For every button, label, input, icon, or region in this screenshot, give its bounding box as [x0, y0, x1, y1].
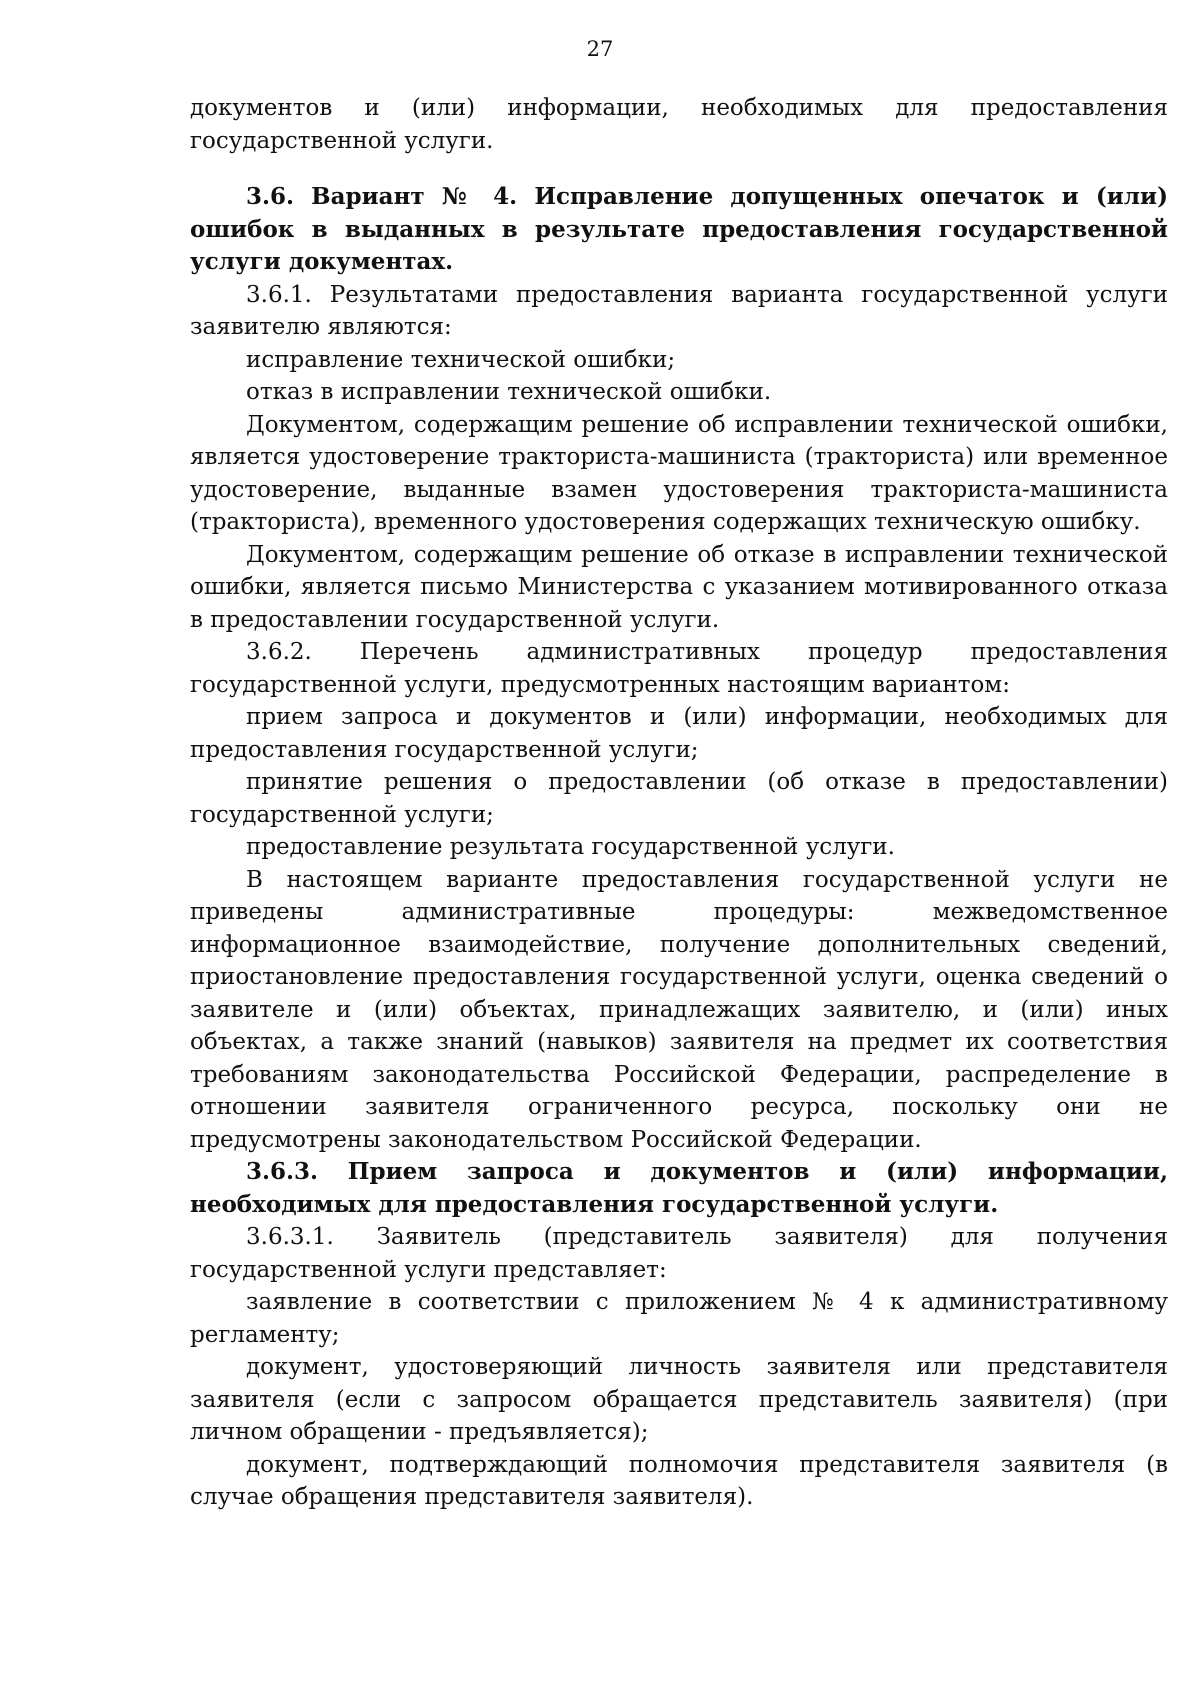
paragraph-refusal-document: Документом, содержащим решение об отказе в исправлении технической ошибки, является письмо Министерства с указанием мотивированного отказа в предоставлении государственной услуги.: [190, 541, 1168, 633]
paragraph-3-6-3-1: 3.6.3.1. Заявитель (представитель заявителя) для получения государственной услуги представляет:: [190, 1224, 1168, 1283]
list-item-correction: исправление технической ошибки;: [246, 346, 676, 373]
list-item-application: заявление в соответствии с приложением № 4 к административному регламенту;: [190, 1289, 1168, 1348]
list-item-identity-document: документ, удостоверяющий личность заявителя или представителя заявителя (если с запросом обращается представитель заявителя) (при личном обращении - предъявляется);: [190, 1354, 1168, 1445]
paragraph-continuation: документов и (или) информации, необходимых для предоставления государственной услуги.: [190, 95, 1168, 154]
section-heading-3-6-3: 3.6.3. Прием запроса и документов и (или) информации, необходимых для предоставления государственной услуги.: [190, 1158, 1168, 1218]
paragraph-3-6-2: 3.6.2. Перечень административных процедур предоставления государственной услуги, предусмотренных настоящим вариантом:: [190, 639, 1168, 698]
list-item-request-reception: прием запроса и документов и (или) информации, необходимых для предоставления государственной услуги;: [190, 704, 1168, 763]
document-body: [190, 92, 1168, 1514]
paragraph-correction-document: Документом, содержащим решение об исправлении технической ошибки, является удостоверение тракториста-машиниста (тракториста) или временное удостоверение, выданные взамен удостоверения тракториста-машиниста (тракториста), временного удостоверения содержащих техническую ошибку.: [190, 411, 1168, 535]
paragraph-3-6-1: 3.6.1. Результатами предоставления варианта государственной услуги заявителю являются:: [190, 281, 1168, 340]
paragraph-not-included-procedures: В настоящем варианте предоставления государственной услуги не приведены административные процедуры: межведомственное информационное взаимодействие, получение дополнительных сведений, приостановление предоставления государственной услуги, оценка сведений о заявителе и (или) объектах, принадлежащих заявителю, и (или) иных объектах, а также знаний (навыков) заявителя на предмет их соответствия требованиям законодательства Российской Федерации, распределение в отношении заявителя ограниченного ресурса, поскольку они не предусмотрены законодательством Российской Федерации.: [190, 866, 1168, 1153]
list-item-refusal: отказ в исправлении технической ошибки.: [246, 379, 772, 405]
list-item-authority-document: документ, подтверждающий полномочия представителя заявителя (в случае обращения представителя заявителя).: [190, 1451, 1168, 1510]
paragraph-gap: [190, 157, 1168, 181]
list-item-decision: принятие решения о предоставлении (об отказе в предоставлении) государственной услуги;: [190, 769, 1168, 828]
section-heading-3-6: 3.6. Вариант № 4. Исправление допущенных опечаток и (или) ошибок в выданных в результате предоставления государственной услуги документах.: [190, 183, 1168, 275]
list-item-result: предоставление результата государственной услуги.: [246, 834, 895, 860]
page-number: 27: [586, 37, 614, 61]
